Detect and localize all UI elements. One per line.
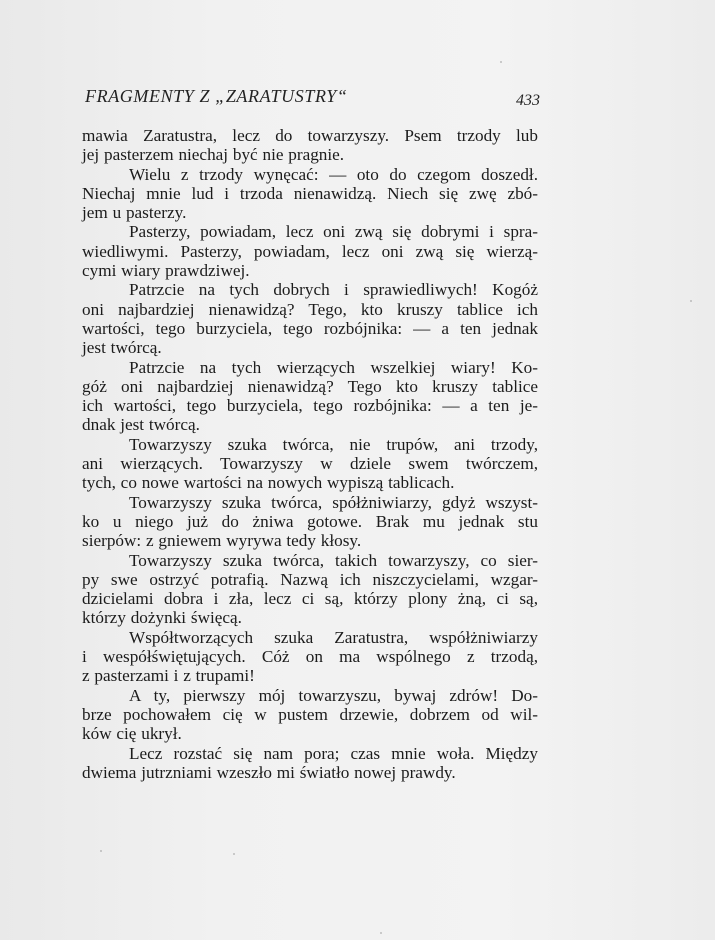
paper-speck	[100, 850, 102, 852]
text-line: z pasterzami i z trupami!	[82, 666, 255, 686]
text-line: ków cię ukrył.	[82, 724, 182, 744]
text-line: Patrzcie na tych dobrych i sprawiedliwych! Kogóż	[129, 280, 538, 300]
text-line: Lecz rozstać się nam pora; czas mnie woła. Między	[129, 743, 538, 763]
text-line: Patrzcie na tych wierzących wszelkiej wiary! Ko-	[129, 357, 538, 377]
text-line: jej pasterzem niechaj być nie pragnie.	[82, 145, 345, 165]
page-number: 433	[516, 92, 540, 109]
text-line: dnak jest twórcą.	[82, 415, 200, 435]
text-line: Niechaj mnie lud i trzoda nienawidzą. Niech się zwę zbó-	[82, 183, 538, 203]
text-line: Współtworzących szuka Zaratustra, współżniwiarzy	[129, 627, 538, 647]
text-line: py swe ostrzyć potrafią. Nazwą ich niszczycielami, wzgar-	[82, 569, 538, 589]
text-line: Towarzyszy szuka twórca, takich towarzyszy, co sier-	[129, 550, 538, 570]
text-line: oni najbardziej nienawidzą? Tego, kto kruszy tablice ich	[82, 299, 538, 319]
text-line: sierpów: z gniewem wyrywa tedy kłosy.	[82, 531, 362, 551]
text-line: cymi wiary prawdziwej.	[82, 261, 250, 281]
text-line: jem u pasterzy.	[82, 203, 187, 223]
paper-speck	[380, 932, 382, 934]
paper-speck	[500, 61, 502, 63]
text-line: mawia Zaratustra, lecz do towarzyszy. Psem trzody lub	[82, 126, 538, 145]
running-title: FRAGMENTY Z „ZARATUSTRY“	[85, 86, 348, 106]
text-line: jest twórcą.	[82, 338, 162, 358]
paper-speck	[233, 853, 235, 855]
text-line: ich wartości, tego burzyciela, tego rozbójnika: — a ten je-	[82, 396, 538, 416]
text-line: dwiema jutrzniami wzeszło mi światło nowej prawdy.	[82, 762, 456, 782]
text-line: tych, co nowe wartości na nowych wypiszą tablicach.	[82, 473, 455, 493]
body-text	[82, 126, 538, 782]
text-line: Wielu z trzody wynęcać: — oto do czegom doszedł.	[129, 164, 538, 184]
text-line: góż oni najbardziej nienawidzą? Tego kto kruszy tablice	[82, 376, 538, 396]
text-line: wartości, tego burzyciela, tego rozbójnika: — a ten jednak	[82, 318, 538, 338]
text-line: Towarzyszy szuka twórca, spółżniwiarzy, gdyż wszyst-	[129, 492, 538, 512]
text-line: i wespółświętujących. Cóż on ma wspólnego z trzodą,	[82, 647, 538, 667]
text-line: brze pochowałem cię w pustem drzewie, dobrzem od wil-	[82, 704, 538, 724]
text-line: A ty, pierwszy mój towarzyszu, bywaj zdrów! Do-	[129, 685, 538, 705]
text-line: ani wierzących. Towarzyszy w dziele swem twórczem,	[82, 454, 538, 474]
text-line: wiedliwymi. Pasterzy, powiadam, lecz oni zwą się wierzą-	[82, 241, 538, 261]
text-line: Pasterzy, powiadam, lecz oni zwą się dobrymi i spra-	[129, 222, 538, 242]
text-line: dzicielami dobra i zła, lecz ci są, którzy plony żną, ci są,	[82, 589, 538, 609]
paper-speck	[690, 300, 692, 302]
text-line: którzy dożynki święcą.	[82, 608, 242, 628]
text-line: Towarzyszy szuka twórca, nie trupów, ani trzody,	[129, 434, 538, 454]
page-header	[85, 86, 540, 110]
text-line: ko u niego już do żniwa gotowe. Brak mu jednak stu	[82, 511, 538, 531]
